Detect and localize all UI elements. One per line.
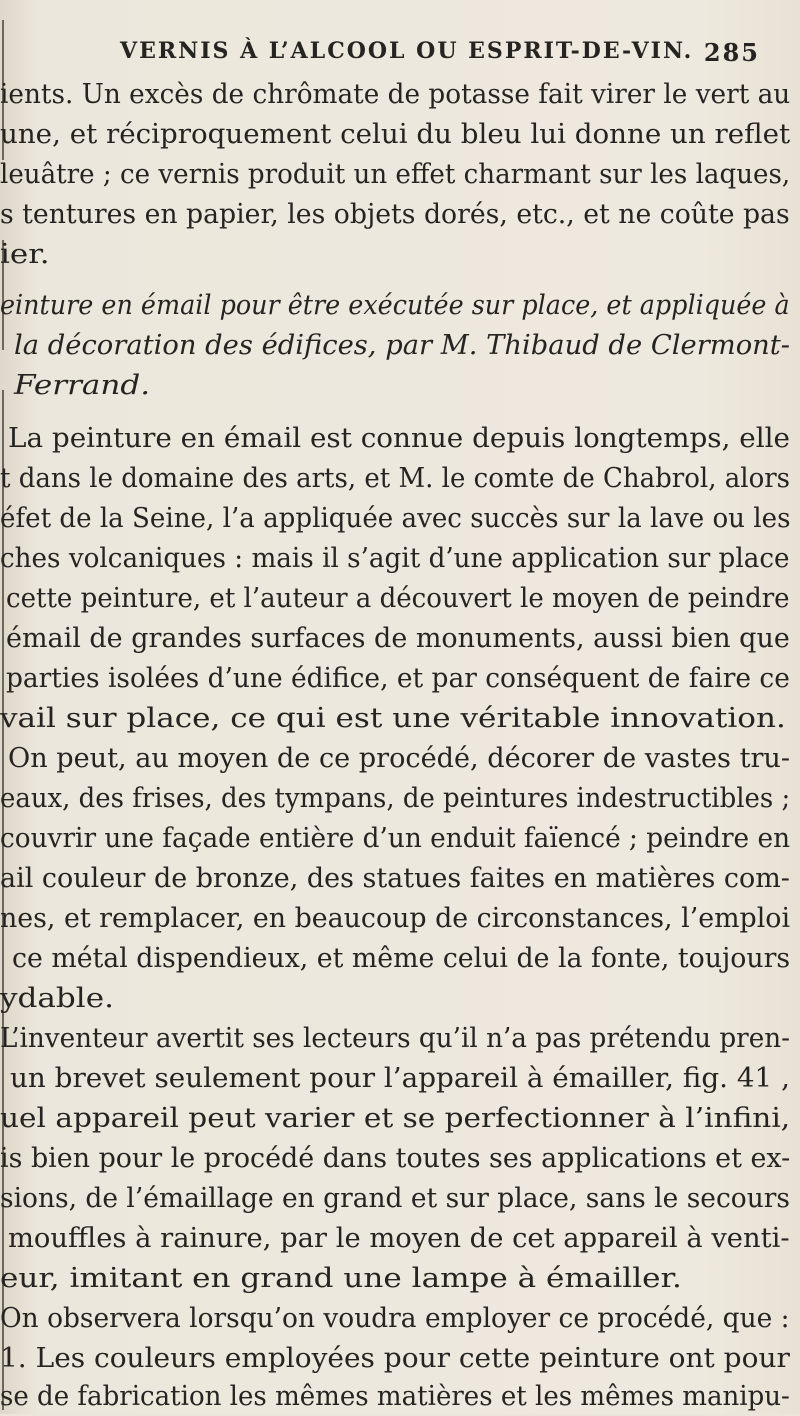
text-line: vail sur place, ce qui est une véritable innovation. xyxy=(0,703,786,734)
text-line: émail de grandes surfaces de monuments, aussi bien que xyxy=(6,623,790,654)
section-heading: einture en émail pour être exécutée sur place, et appliquée à xyxy=(0,290,790,321)
text-line: s tentures en papier, les objets dorés, etc., et ne coûte pas xyxy=(0,199,790,230)
text-line: is bien pour le procédé dans toutes ses applications et ex- xyxy=(0,1143,791,1174)
running-title: VERNIS À L’ALCOOL OU ESPRIT-DE-VIN. xyxy=(120,38,694,64)
text-line: couvrir une façade entière d’un enduit faïencé ; peindre en xyxy=(0,823,791,854)
text-line: se de fabrication les mêmes matières et les mêmes manipu- xyxy=(0,1381,790,1412)
text-line: On observera lorsqu’on voudra employer ce procédé, que : xyxy=(0,1303,790,1334)
text-line: L’inventeur avertit ses lecteurs qu’il n’a pas prétendu pren- xyxy=(0,1023,791,1054)
section-heading: Ferrand. xyxy=(14,370,151,401)
text-line: eaux, des frises, des tympans, de peintures indestructibles ; xyxy=(0,783,791,814)
text-line: mouffles à rainure, par le moyen de cet appareil à venti- xyxy=(8,1223,790,1254)
text-line: parties isolées d’une édifice, et par conséquent de faire ce xyxy=(6,663,790,694)
text-line: ail couleur de bronze, des statues faites en matières com- xyxy=(0,863,790,894)
page-number: 285 xyxy=(703,38,760,67)
text-line: On peut, au moyen de ce procédé, décorer de vastes tru- xyxy=(8,743,791,774)
text-line: La peinture en émail est connue depuis longtemps, elle xyxy=(8,423,790,454)
text-line: eur, imitant en grand une lampe à émailler. xyxy=(0,1263,682,1294)
text-line: leuâtre ; ce vernis produit un effet charmant sur les laques, xyxy=(0,159,791,190)
text-line: ches volcaniques : mais il s’agit d’une application sur place xyxy=(0,543,790,574)
running-head xyxy=(120,38,760,68)
text-line: ier. xyxy=(0,239,50,270)
text-line: 1. Les couleurs employées pour cette peinture ont pour xyxy=(0,1343,790,1374)
text-line: ce métal dispendieux, et même celui de la fonte, toujours xyxy=(12,943,791,974)
text-line: t dans le domaine des arts, et M. le comte de Chabrol, alors xyxy=(0,463,791,494)
section-heading: la décoration des édifices, par M. Thibaud de Clermont- xyxy=(14,330,791,361)
text-line: ients. Un excès de chrômate de potasse fait virer le vert au xyxy=(0,79,791,110)
text-line: éfet de la Seine, l’a appliquée avec succès sur la lave ou les xyxy=(0,503,791,534)
text-line: uel appareil peut varier et se perfectionner à l’infini, xyxy=(0,1103,791,1134)
text-line: ydable. xyxy=(0,983,114,1014)
text-line: cette peinture, et l’auteur a découvert le moyen de peindre xyxy=(6,583,790,614)
text-line: nes, et remplacer, en beaucoup de circonstances, l’emploi xyxy=(0,903,791,934)
text-line: une, et réciproquement celui du bleu lui donne un reflet xyxy=(0,119,791,150)
text-line: un brevet seulement pour l’appareil à émailler, fig. 41 , xyxy=(10,1063,790,1094)
text-line: sions, de l’émaillage en grand et sur place, sans le secours xyxy=(0,1183,790,1214)
